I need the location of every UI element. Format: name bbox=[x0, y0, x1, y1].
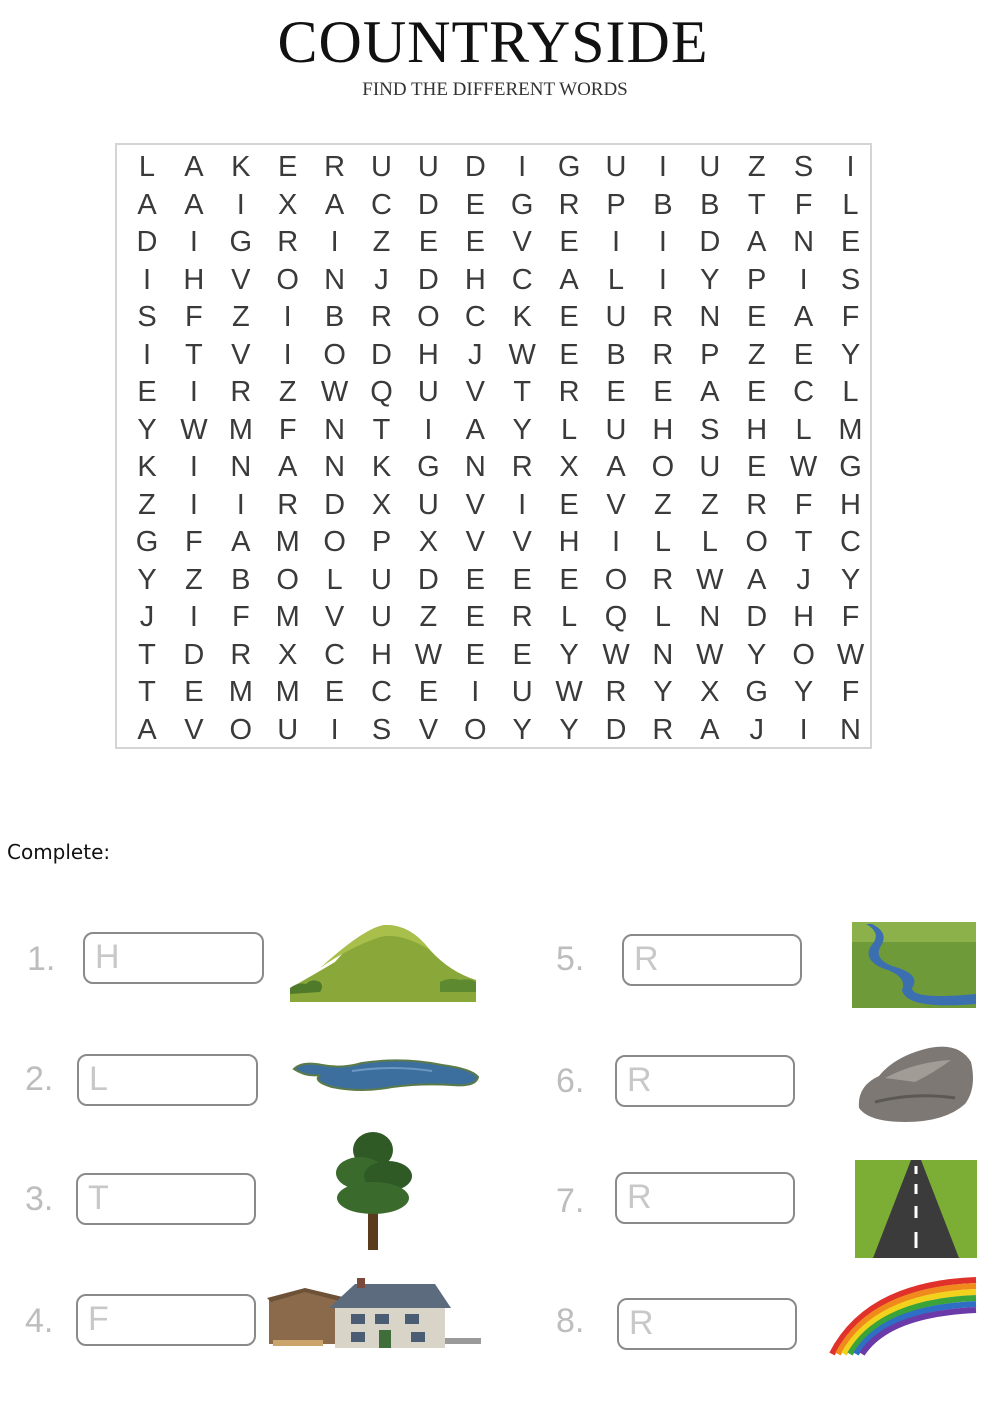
grid-letter[interactable]: T bbox=[513, 376, 532, 408]
grid-letter[interactable]: Z bbox=[747, 338, 766, 371]
grid-letter[interactable]: U bbox=[699, 151, 721, 183]
grid-letter[interactable]: G bbox=[229, 226, 253, 258]
grid-letter[interactable]: V bbox=[184, 713, 204, 746]
grid-letter[interactable]: H bbox=[464, 263, 486, 296]
grid-letter[interactable]: V bbox=[465, 526, 485, 558]
grid-letter[interactable]: G bbox=[417, 451, 440, 483]
grid-letter[interactable]: L bbox=[654, 526, 671, 558]
grid-letter[interactable]: L bbox=[842, 376, 859, 408]
grid-letter[interactable]: P bbox=[700, 338, 720, 371]
grid-letter[interactable]: E bbox=[324, 676, 345, 708]
grid-letter[interactable]: R bbox=[652, 338, 674, 371]
grid-letter[interactable]: M bbox=[228, 413, 253, 446]
grid-letter[interactable]: E bbox=[747, 451, 767, 483]
grid-letter[interactable]: E bbox=[512, 563, 532, 596]
grid-letter[interactable]: I bbox=[518, 488, 527, 521]
grid-letter[interactable]: L bbox=[701, 526, 718, 558]
grid-letter[interactable]: F bbox=[231, 601, 250, 633]
grid-letter[interactable]: F bbox=[794, 488, 813, 521]
grid-letter[interactable]: Z bbox=[138, 488, 156, 521]
grid-letter[interactable]: V bbox=[512, 226, 532, 258]
grid-letter[interactable]: U bbox=[371, 563, 392, 596]
grid-letter[interactable]: N bbox=[324, 263, 346, 296]
grid-letter[interactable]: C bbox=[511, 263, 533, 296]
hint-letter-6: R bbox=[627, 1061, 652, 1099]
grid-letter[interactable]: J bbox=[374, 263, 389, 296]
grid-letter[interactable]: T bbox=[372, 413, 391, 446]
grid-letter[interactable]: C bbox=[371, 188, 392, 221]
grid-letter[interactable]: R bbox=[558, 376, 580, 408]
grid-letter[interactable]: M bbox=[838, 413, 863, 446]
grid-letter[interactable]: E bbox=[465, 601, 485, 633]
grid-letter[interactable]: H bbox=[558, 526, 580, 558]
grid-letter[interactable]: H bbox=[417, 338, 439, 371]
grid-letter[interactable]: I bbox=[283, 301, 292, 333]
grid-letter[interactable]: R bbox=[230, 638, 252, 671]
grid-letter[interactable]: V bbox=[324, 601, 345, 633]
item-number-5: 5. bbox=[556, 940, 585, 978]
grid-letter[interactable]: U bbox=[511, 676, 533, 708]
grid-letter[interactable]: T bbox=[794, 526, 813, 558]
grid-letter[interactable]: E bbox=[793, 338, 814, 371]
grid-letter[interactable]: S bbox=[793, 151, 814, 183]
hint-letter-4: F bbox=[88, 1300, 109, 1338]
grid-letter[interactable]: D bbox=[746, 601, 768, 633]
grid-letter[interactable]: Z bbox=[700, 488, 719, 521]
grid-letter[interactable]: U bbox=[605, 413, 627, 446]
grid-letter[interactable]: B bbox=[700, 188, 720, 221]
grid-letter[interactable]: C bbox=[324, 638, 346, 671]
grid-letter[interactable]: A bbox=[700, 713, 720, 746]
grid-letter[interactable]: V bbox=[465, 376, 485, 408]
grid-letter[interactable]: S bbox=[840, 263, 861, 296]
grid-letter[interactable]: G bbox=[745, 676, 768, 708]
grid-letter[interactable]: J bbox=[139, 601, 155, 633]
grid-letter[interactable]: E bbox=[418, 226, 439, 258]
grid-letter[interactable]: P bbox=[371, 526, 392, 558]
grid-letter[interactable]: I bbox=[471, 676, 480, 708]
grid-letter[interactable]: P bbox=[606, 188, 626, 221]
grid-letter[interactable]: A bbox=[137, 188, 157, 221]
grid-letter[interactable]: D bbox=[417, 188, 439, 221]
grid-letter[interactable]: I bbox=[189, 451, 198, 483]
grid-letter[interactable]: H bbox=[840, 488, 861, 521]
grid-letter[interactable]: O bbox=[745, 526, 768, 558]
grid-letter[interactable]: I bbox=[189, 376, 198, 408]
grid-letter[interactable]: I bbox=[330, 226, 339, 258]
grid-letter[interactable]: Y bbox=[747, 638, 767, 671]
grid-letter[interactable]: E bbox=[465, 188, 485, 221]
grid-letter[interactable]: W bbox=[696, 638, 724, 671]
grid-letter[interactable]: Z bbox=[372, 226, 391, 258]
grid-letter[interactable]: D bbox=[324, 488, 346, 521]
grid-letter[interactable]: T bbox=[185, 338, 203, 371]
grid-letter[interactable]: K bbox=[137, 451, 157, 483]
hint-letter-7: R bbox=[627, 1178, 652, 1216]
grid-letter[interactable]: I bbox=[236, 488, 245, 521]
grid-letter[interactable]: E bbox=[840, 226, 861, 258]
grid-letter[interactable]: M bbox=[275, 526, 300, 558]
grid-letter[interactable]: F bbox=[185, 526, 203, 558]
grid-letter[interactable]: U bbox=[371, 601, 392, 633]
grid-letter[interactable]: R bbox=[371, 301, 392, 333]
grid-letter[interactable]: Z bbox=[278, 376, 297, 408]
lake-picture bbox=[292, 1057, 480, 1097]
grid-letter[interactable]: U bbox=[699, 451, 721, 483]
grid-letter[interactable]: I bbox=[283, 338, 292, 371]
grid-letter[interactable]: E bbox=[465, 563, 485, 596]
grid-letter[interactable]: Y bbox=[559, 638, 579, 671]
grid-letter[interactable]: I bbox=[799, 263, 808, 296]
grid-letter[interactable]: U bbox=[371, 151, 392, 183]
grid-letter[interactable]: Y bbox=[700, 263, 720, 296]
grid-letter[interactable]: F bbox=[841, 676, 860, 708]
grid-letter[interactable]: X bbox=[418, 526, 439, 558]
grid-letter[interactable]: K bbox=[512, 301, 532, 333]
item-number-1: 1. bbox=[27, 940, 56, 978]
grid-letter[interactable]: R bbox=[652, 301, 674, 333]
grid-letter[interactable]: V bbox=[418, 713, 439, 746]
grid-letter[interactable]: Y bbox=[840, 563, 861, 596]
grid-letter[interactable]: O bbox=[464, 713, 487, 746]
grid-letter[interactable]: L bbox=[842, 188, 859, 221]
grid-letter[interactable]: J bbox=[796, 563, 811, 596]
grid-letter[interactable]: O bbox=[792, 638, 815, 671]
grid-letter[interactable]: Z bbox=[231, 301, 250, 333]
farm-picture bbox=[265, 1276, 485, 1358]
grid-letter[interactable]: N bbox=[324, 451, 346, 483]
grid-letter[interactable]: R bbox=[324, 151, 346, 183]
grid-letter[interactable]: W bbox=[836, 638, 865, 671]
grid-letter[interactable]: H bbox=[371, 638, 392, 671]
grid-letter[interactable]: Y bbox=[793, 676, 814, 708]
grid-letter[interactable]: O bbox=[604, 563, 628, 596]
grid-letter[interactable]: D bbox=[699, 226, 721, 258]
grid-letter[interactable]: U bbox=[417, 151, 439, 183]
grid-letter[interactable]: J bbox=[749, 713, 764, 746]
grid-letter[interactable]: W bbox=[602, 638, 630, 671]
answer-field-3[interactable] bbox=[76, 1173, 256, 1225]
item-number-6: 6. bbox=[556, 1062, 585, 1100]
grid-letter[interactable]: F bbox=[841, 301, 860, 333]
grid-letter[interactable]: L bbox=[138, 151, 156, 183]
grid-letter[interactable]: V bbox=[231, 338, 251, 371]
grid-letter[interactable]: U bbox=[417, 488, 439, 521]
grid-letter[interactable]: D bbox=[183, 638, 205, 671]
page-title: COUNTRYSIDE bbox=[277, 9, 709, 75]
grid-letter[interactable]: E bbox=[653, 376, 673, 408]
grid-letter[interactable]: W bbox=[555, 676, 583, 708]
grid-letter[interactable]: P bbox=[747, 263, 767, 296]
grid-letter[interactable]: N bbox=[230, 451, 252, 483]
grid-letter[interactable]: T bbox=[747, 188, 766, 221]
grid-letter[interactable]: E bbox=[418, 676, 439, 708]
grid-letter[interactable]: L bbox=[561, 601, 578, 633]
grid-letter[interactable]: R bbox=[511, 601, 533, 633]
grid-letter[interactable]: X bbox=[559, 451, 579, 483]
grid-letter[interactable]: A bbox=[184, 151, 204, 183]
grid-letter[interactable]: W bbox=[508, 338, 536, 371]
grid-letter[interactable]: R bbox=[511, 451, 533, 483]
grid-letter[interactable]: R bbox=[277, 488, 299, 521]
grid-letter[interactable]: O bbox=[276, 263, 299, 296]
grid-letter[interactable]: B bbox=[324, 301, 345, 333]
grid-letter[interactable]: E bbox=[465, 638, 485, 671]
grid-letter[interactable]: I bbox=[611, 226, 621, 258]
grid-letter[interactable]: E bbox=[137, 376, 157, 408]
grid-letter[interactable]: A bbox=[793, 301, 814, 333]
grid-letter[interactable]: A bbox=[747, 563, 767, 596]
grid-letter[interactable]: I bbox=[658, 151, 667, 183]
grid-letter[interactable]: L bbox=[561, 413, 578, 446]
grid-letter[interactable]: D bbox=[417, 263, 439, 296]
grid-letter[interactable]: W bbox=[180, 413, 208, 446]
grid-letter[interactable]: D bbox=[371, 338, 392, 371]
item-number-3: 3. bbox=[25, 1180, 54, 1218]
grid-letter[interactable]: O bbox=[229, 713, 253, 746]
grid-letter[interactable]: N bbox=[699, 301, 721, 333]
grid-letter[interactable]: V bbox=[465, 488, 485, 521]
grid-letter[interactable]: I bbox=[142, 263, 152, 296]
grid-letter[interactable]: I bbox=[330, 713, 339, 746]
grid-letter[interactable]: E bbox=[747, 301, 767, 333]
grid-letter[interactable]: G bbox=[135, 526, 159, 558]
grid-letter[interactable]: J bbox=[468, 338, 483, 371]
grid-letter[interactable]: E bbox=[278, 151, 298, 183]
grid-letter[interactable]: X bbox=[700, 676, 720, 708]
grid-letter[interactable]: A bbox=[231, 526, 251, 558]
grid-letter[interactable]: E bbox=[559, 563, 579, 596]
grid-letter[interactable]: N bbox=[840, 713, 861, 746]
grid-letter[interactable]: L bbox=[326, 563, 343, 596]
grid-letter[interactable]: H bbox=[183, 263, 205, 296]
grid-letter[interactable]: C bbox=[371, 676, 392, 708]
grid-letter[interactable]: L bbox=[607, 263, 625, 296]
grid-letter[interactable]: D bbox=[417, 563, 439, 596]
grid-letter[interactable]: A bbox=[747, 226, 767, 258]
hint-letter-8: R bbox=[629, 1304, 654, 1342]
grid-letter[interactable]: U bbox=[417, 376, 439, 408]
hint-letter-1: H bbox=[95, 938, 120, 976]
grid-letter[interactable]: R bbox=[605, 676, 627, 708]
grid-letter[interactable]: C bbox=[793, 376, 815, 408]
grid-letter[interactable]: X bbox=[371, 488, 392, 521]
grid-letter[interactable]: I bbox=[189, 226, 198, 258]
grid-letter[interactable]: C bbox=[840, 526, 861, 558]
grid-letter[interactable]: F bbox=[794, 188, 813, 221]
grid-letter[interactable]: I bbox=[658, 226, 667, 258]
page-subtitle: FIND THE DIFFERENT WORDS bbox=[362, 79, 628, 100]
grid-letter[interactable]: D bbox=[464, 151, 486, 183]
grid-letter[interactable]: Z bbox=[185, 563, 203, 596]
grid-letter[interactable]: Y bbox=[137, 563, 157, 596]
hill-picture bbox=[290, 922, 476, 1002]
grid-letter[interactable]: M bbox=[275, 601, 300, 633]
grid-letter[interactable]: G bbox=[839, 451, 862, 483]
grid-letter[interactable]: Y bbox=[653, 676, 673, 708]
grid-letter[interactable]: O bbox=[323, 526, 346, 558]
grid-letter[interactable]: R bbox=[230, 376, 252, 408]
grid-letter[interactable]: A bbox=[137, 713, 157, 746]
grid-letter[interactable]: R bbox=[277, 226, 299, 258]
grid-letter[interactable]: F bbox=[185, 301, 203, 333]
grid-letter[interactable]: Y bbox=[840, 338, 861, 371]
grid-letter[interactable]: I bbox=[236, 188, 245, 221]
grid-letter[interactable]: O bbox=[276, 563, 299, 596]
grid-letter[interactable]: I bbox=[424, 413, 433, 446]
grid-letter[interactable]: W bbox=[696, 563, 724, 596]
grid-letter[interactable]: I bbox=[846, 151, 855, 183]
word-search-grid bbox=[115, 143, 872, 749]
grid-letter[interactable]: I bbox=[142, 338, 152, 371]
tree-picture bbox=[330, 1128, 416, 1250]
answer-field-2[interactable] bbox=[77, 1054, 258, 1106]
grid-letter[interactable]: Y bbox=[512, 413, 532, 446]
grid-letter[interactable]: A bbox=[559, 263, 579, 296]
grid-letter[interactable]: K bbox=[371, 451, 392, 483]
grid-letter[interactable]: I bbox=[799, 713, 808, 746]
grid-letter[interactable]: W bbox=[789, 451, 818, 483]
grid-letter[interactable]: E bbox=[512, 638, 532, 671]
grid-letter[interactable]: I bbox=[189, 601, 198, 633]
grid-letter[interactable]: Q bbox=[604, 601, 628, 633]
grid-letter[interactable]: Z bbox=[419, 601, 438, 633]
grid-letter[interactable]: A bbox=[324, 188, 345, 221]
grid-letter[interactable]: K bbox=[231, 151, 251, 183]
item-number-8: 8. bbox=[556, 1302, 585, 1340]
river-picture bbox=[852, 922, 976, 1008]
grid-letter[interactable]: W bbox=[414, 638, 443, 671]
grid-letter[interactable]: O bbox=[417, 301, 440, 333]
grid-letter[interactable]: N bbox=[699, 601, 721, 633]
grid-letter[interactable]: Y bbox=[137, 413, 157, 446]
grid-letter[interactable]: F bbox=[841, 601, 860, 633]
grid-letter[interactable]: O bbox=[651, 451, 675, 483]
grid-letter[interactable]: S bbox=[700, 413, 720, 446]
grid-letter[interactable]: R bbox=[652, 563, 674, 596]
answer-field-6[interactable] bbox=[615, 1055, 795, 1107]
grid-letter[interactable]: E bbox=[559, 226, 579, 258]
grid-letter[interactable]: X bbox=[278, 638, 298, 671]
grid-letter[interactable]: Y bbox=[559, 713, 579, 746]
grid-letter[interactable]: C bbox=[464, 301, 486, 333]
grid-letter[interactable]: H bbox=[652, 413, 674, 446]
grid-letter[interactable]: S bbox=[371, 713, 392, 746]
answer-field-7[interactable] bbox=[615, 1172, 795, 1224]
grid-letter[interactable]: M bbox=[275, 676, 300, 708]
grid-letter[interactable]: Q bbox=[370, 376, 393, 408]
grid-letter[interactable]: U bbox=[277, 713, 299, 746]
grid-letter[interactable]: A bbox=[606, 451, 626, 483]
grid-letter[interactable]: H bbox=[746, 413, 768, 446]
grid-letter[interactable]: I bbox=[611, 526, 621, 558]
grid-letter[interactable]: X bbox=[278, 188, 298, 221]
grid-letter[interactable]: E bbox=[184, 676, 204, 708]
grid-letter[interactable]: F bbox=[278, 413, 297, 446]
grid-letter[interactable]: E bbox=[559, 338, 579, 371]
grid-letter[interactable]: S bbox=[137, 301, 157, 333]
grid-letter[interactable]: E bbox=[465, 226, 485, 258]
grid-letter[interactable]: Z bbox=[654, 488, 672, 521]
grid-letter[interactable]: G bbox=[510, 188, 534, 221]
hint-letter-2: L bbox=[89, 1060, 108, 1098]
grid-letter[interactable]: I bbox=[189, 488, 198, 521]
grid-letter[interactable]: A bbox=[700, 376, 720, 408]
road-picture bbox=[855, 1160, 977, 1258]
grid-letter[interactable]: R bbox=[746, 488, 768, 521]
grid-letter[interactable]: L bbox=[795, 413, 812, 446]
grid-letter[interactable]: U bbox=[605, 301, 627, 333]
hint-letter-5: R bbox=[634, 940, 659, 978]
grid-letter[interactable]: Y bbox=[512, 713, 532, 746]
grid-letter[interactable]: R bbox=[652, 713, 674, 746]
rock-picture bbox=[855, 1042, 975, 1126]
grid-letter[interactable]: E bbox=[559, 488, 579, 521]
grid-letter[interactable]: U bbox=[605, 151, 627, 183]
answer-field-4[interactable] bbox=[76, 1294, 256, 1346]
answer-field-8[interactable] bbox=[617, 1298, 797, 1350]
grid-letter[interactable]: V bbox=[512, 526, 532, 558]
grid-letter[interactable]: H bbox=[793, 601, 815, 633]
grid-letter[interactable]: A bbox=[465, 413, 485, 446]
grid-letter[interactable]: E bbox=[747, 376, 767, 408]
grid-letter[interactable]: O bbox=[323, 338, 346, 371]
grid-letter[interactable]: B bbox=[231, 563, 251, 596]
rainbow-picture bbox=[828, 1276, 978, 1356]
item-number-4: 4. bbox=[25, 1302, 54, 1340]
grid-letter[interactable]: N bbox=[464, 451, 486, 483]
grid-letter[interactable]: D bbox=[605, 713, 627, 746]
grid-letter[interactable]: B bbox=[606, 338, 626, 371]
grid-letter[interactable]: N bbox=[324, 413, 346, 446]
item-number-7: 7. bbox=[556, 1182, 585, 1220]
complete-label: Complete: bbox=[7, 840, 111, 864]
grid-letter[interactable]: L bbox=[654, 601, 671, 633]
grid-letter[interactable]: N bbox=[652, 638, 674, 671]
grid-letter[interactable]: E bbox=[559, 301, 579, 333]
grid-letter[interactable]: E bbox=[606, 376, 626, 408]
grid-letter[interactable]: A bbox=[278, 451, 298, 483]
grid-letter[interactable]: B bbox=[653, 188, 673, 221]
item-number-2: 2. bbox=[25, 1060, 54, 1098]
grid-letter[interactable]: I bbox=[658, 263, 667, 296]
grid-letter[interactable]: V bbox=[231, 263, 251, 296]
answer-field-1[interactable] bbox=[83, 932, 264, 984]
grid-letter[interactable]: W bbox=[320, 376, 349, 408]
grid-letter[interactable]: A bbox=[184, 188, 204, 221]
grid-letter[interactable]: Z bbox=[747, 151, 766, 183]
grid-letter[interactable]: M bbox=[228, 676, 253, 708]
hint-letter-3: T bbox=[88, 1179, 109, 1217]
grid-letter[interactable]: R bbox=[558, 188, 580, 221]
grid-letter[interactable]: I bbox=[518, 151, 527, 183]
grid-letter[interactable]: V bbox=[606, 488, 626, 521]
grid-letter[interactable]: G bbox=[557, 151, 581, 183]
grid-letter[interactable]: D bbox=[136, 226, 158, 258]
grid-letter[interactable]: T bbox=[138, 676, 156, 708]
answer-field-5[interactable] bbox=[622, 934, 802, 986]
grid-letter[interactable]: N bbox=[793, 226, 815, 258]
grid-letter[interactable]: T bbox=[138, 638, 156, 671]
